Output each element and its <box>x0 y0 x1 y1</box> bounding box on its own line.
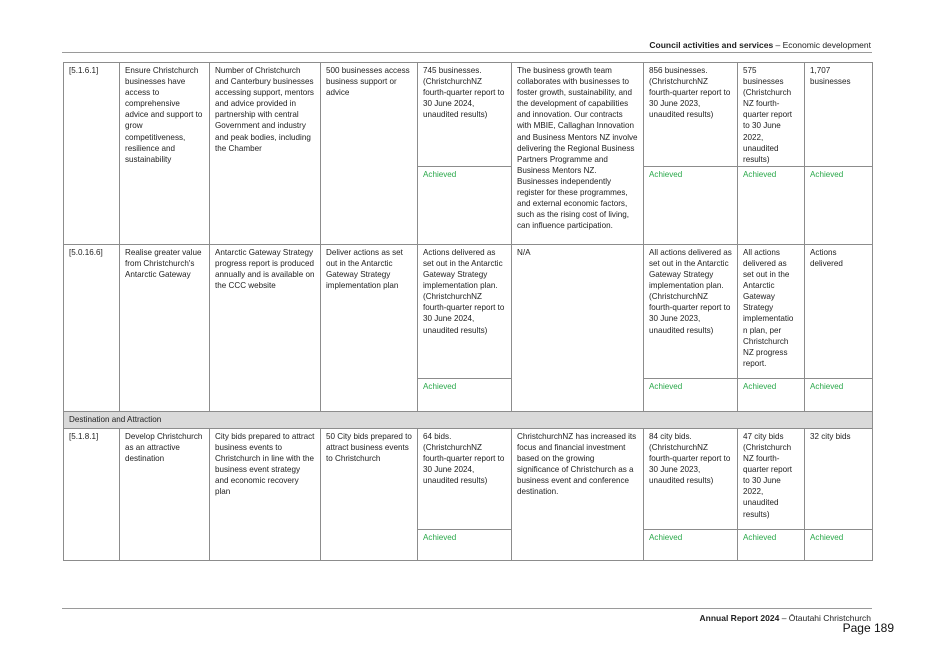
level-of-service: Ensure Christchurch businesses have access to comprehensive advice and support to grow competitiveness, resilience and sustainability <box>120 63 210 245</box>
status-2023: Achieved <box>644 378 738 411</box>
footer-rule <box>62 608 872 609</box>
table-row <box>64 244 873 378</box>
footer-report-subtitle: – Ōtautahi Christchurch <box>779 613 871 623</box>
measure-id: [5.1.6.1] <box>64 63 120 245</box>
header-section-title: Council activities and services <box>649 40 774 50</box>
result-2024: 745 businesses. (ChristchurchNZ fourth-quarter report to 30 June 2024, unaudited results) <box>418 63 512 167</box>
result-2022: All actions delivered as set out in the Antarctic Gateway Strategy implementatio n plan, per Christchurch NZ progress report. <box>738 244 805 378</box>
comment: ChristchurchNZ has increased its focus and financial investment based on the growing significance of Christchurch as a business event and conference destination. <box>512 428 644 560</box>
result-2024: Actions delivered as set out in the Antarctic Gateway Strategy implementation plan. (ChristchurchNZ fourth-quarter report to 30 June 2024, unaudited results) <box>418 244 512 378</box>
section-title: Destination and Attraction <box>64 411 873 428</box>
performance-measure: Antarctic Gateway Strategy progress report is produced annually and is available on the CCC website <box>210 244 321 411</box>
result-2023: 856 businesses. (ChristchurchNZ fourth-quarter report to 30 June 2023, unaudited results) <box>644 63 738 167</box>
result-2024: 64 bids. (ChristchurchNZ fourth-quarter report to 30 June 2024, unaudited results) <box>418 428 512 529</box>
page-header <box>649 40 871 50</box>
status-2022: Achieved <box>738 529 805 560</box>
header-subsection: – Economic development <box>773 40 871 50</box>
measure-id: [5.1.8.1] <box>64 428 120 560</box>
performance-table <box>63 62 873 561</box>
result-2021: 1,707 businesses <box>805 63 873 167</box>
page-number: Page 189 <box>842 621 894 635</box>
table-row <box>64 428 873 529</box>
performance-measure: City bids prepared to attract business events to Christchurch in line with the business event strategy and economic recovery plan <box>210 428 321 560</box>
target: 50 City bids prepared to attract business events to Christchurch <box>321 428 418 560</box>
footer-report-title: Annual Report 2024 <box>699 613 780 623</box>
comment: N/A <box>512 244 644 411</box>
target: Deliver actions as set out in the Antarctic Gateway Strategy implementation plan <box>321 244 418 411</box>
status-2024: Achieved <box>418 166 512 244</box>
result-2022: 47 city bids (Christchurch NZ fourth-quarter report to 30 June 2022, unaudited results) <box>738 428 805 529</box>
result-2021: 32 city bids <box>805 428 873 529</box>
result-2021: Actions delivered <box>805 244 873 378</box>
result-2023: All actions delivered as set out in the Antarctic Gateway Strategy implementation plan. (ChristchurchNZ fourth-quarter report to 30 June 2023, unaudited results) <box>644 244 738 378</box>
level-of-service: Realise greater value from Christchurch's Antarctic Gateway <box>120 244 210 411</box>
status-2023: Achieved <box>644 166 738 244</box>
comment: The business growth team collaborates with businesses to foster growth, sustainability, and the development of capabilities and innovation. Our contracts with MBIE, Callaghan Innovation and Business Mentors NZ involve delivering the Regional Business Partners Programme and Business Mentors NZ. Businesses independently register for these programmes, and external economic factors, such as the rising cost of living, can influence participation. <box>512 63 644 245</box>
status-2021: Achieved <box>805 378 873 411</box>
measure-id: [5.0.16.6] <box>64 244 120 411</box>
status-2021: Achieved <box>805 166 873 244</box>
level-of-service: Develop Christchurch as an attractive destination <box>120 428 210 560</box>
header-rule <box>62 52 872 53</box>
status-2022: Achieved <box>805 529 873 560</box>
result-2023: 84 city bids. (ChristchurchNZ fourth-quarter report to 30 June 2023, unaudited results) <box>644 428 738 529</box>
performance-measure: Number of Christchurch and Canterbury businesses accessing support, mentors and advice provided in partnership with central Government and industry and peak bodies, including the Chamber <box>210 63 321 245</box>
section-row <box>64 411 873 428</box>
table-row <box>64 63 873 167</box>
status-2024: Achieved <box>418 529 512 560</box>
status-2022: Achieved <box>738 378 805 411</box>
status-2023: Achieved <box>644 529 738 560</box>
status-2022: Achieved <box>738 166 805 244</box>
target: 500 businesses access business support or advice <box>321 63 418 245</box>
status-2024: Achieved <box>418 378 512 411</box>
result-2022: 575 businesses (Christchurch NZ fourth-quarter report to 30 June 2022, unaudited results) <box>738 63 805 167</box>
